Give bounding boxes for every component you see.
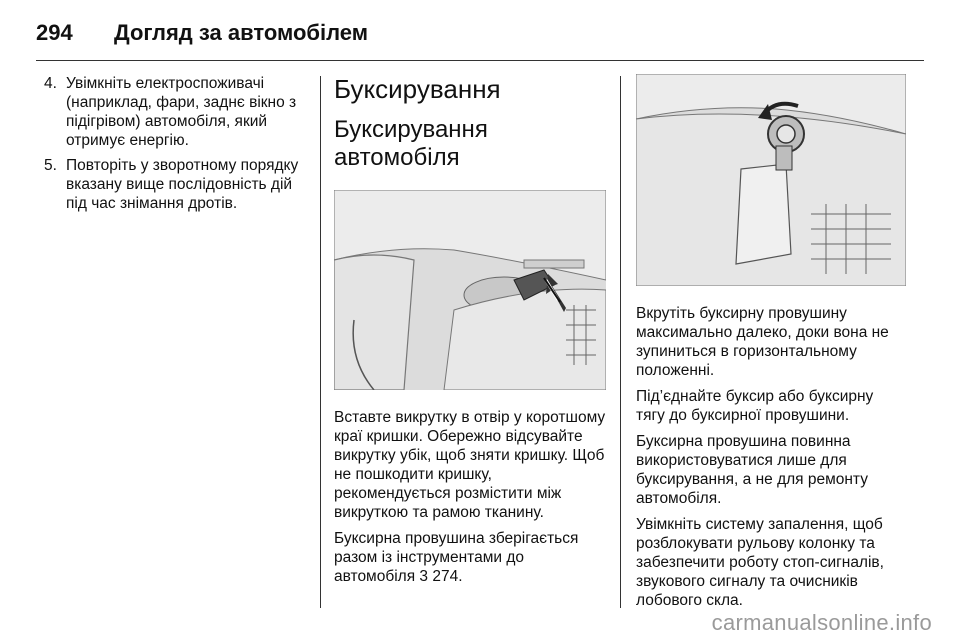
paragraph: Під’єднайте буксир або буксирну тягу до буксирної провушини. [636,388,874,424]
column-2 [334,74,606,593]
column-divider-2 [620,76,621,608]
page-header [36,12,924,56]
list-item [44,156,308,213]
step-text: Увімкніть електроспоживачі (наприклад, фари, заднє вікно з підігрівом) автомобіля, який отримує енергію. [66,75,297,149]
page-reference-arrow-icon: 3 [419,568,429,585]
paragraph: Вкрутіть буксирну провушину максимально далеко, доки вона не зупиниться в горизонтальному положенні. [636,305,889,379]
page-title: Догляд за автомобілем [114,20,369,45]
paragraph: Буксирна провушина повинна використовуватися лише для буксирування, а не для ремонту автомобіля. [636,433,868,507]
step-text: Повторіть у зворотному порядку вказану вище послідовність дій під час знімання дротів. [66,157,299,212]
step-number: 4. [44,75,57,92]
paragraph [334,529,606,586]
section-heading: Буксирування [334,74,501,104]
list-item [44,74,308,150]
column-3 [636,74,906,617]
watermark: carmanualsonline.info [711,610,932,635]
step-number: 5. [44,157,57,174]
paragraph-text: Буксирна провушина зберігається разом із інструментами до автомобіля [334,530,579,585]
section-subheading: Буксирування автомобіля [334,116,488,171]
page-reference: 274. [432,568,463,585]
towing-eye-illustration [636,74,906,286]
paragraph: Увімкніть систему запалення, щоб розблокувати рульову колонку та забезпечити роботу стоп-сигналів, звукового сигналу та очисників лобового скла. [636,516,884,609]
paragraph: Вставте викрутку в отвір у коротшому краї кришки. Обережно відсувайте викрутку убік, щоб зняти кришку. Щоб не пошкодити кришку, рекомендується розмістити між викруткою та рамою тканину. [334,409,606,521]
column-1 [44,74,308,219]
column-divider-1 [320,76,321,608]
page-number: 294 [36,20,73,45]
towing-cover-illustration [334,190,606,390]
steps-list [44,74,308,213]
header-rule [36,60,924,61]
